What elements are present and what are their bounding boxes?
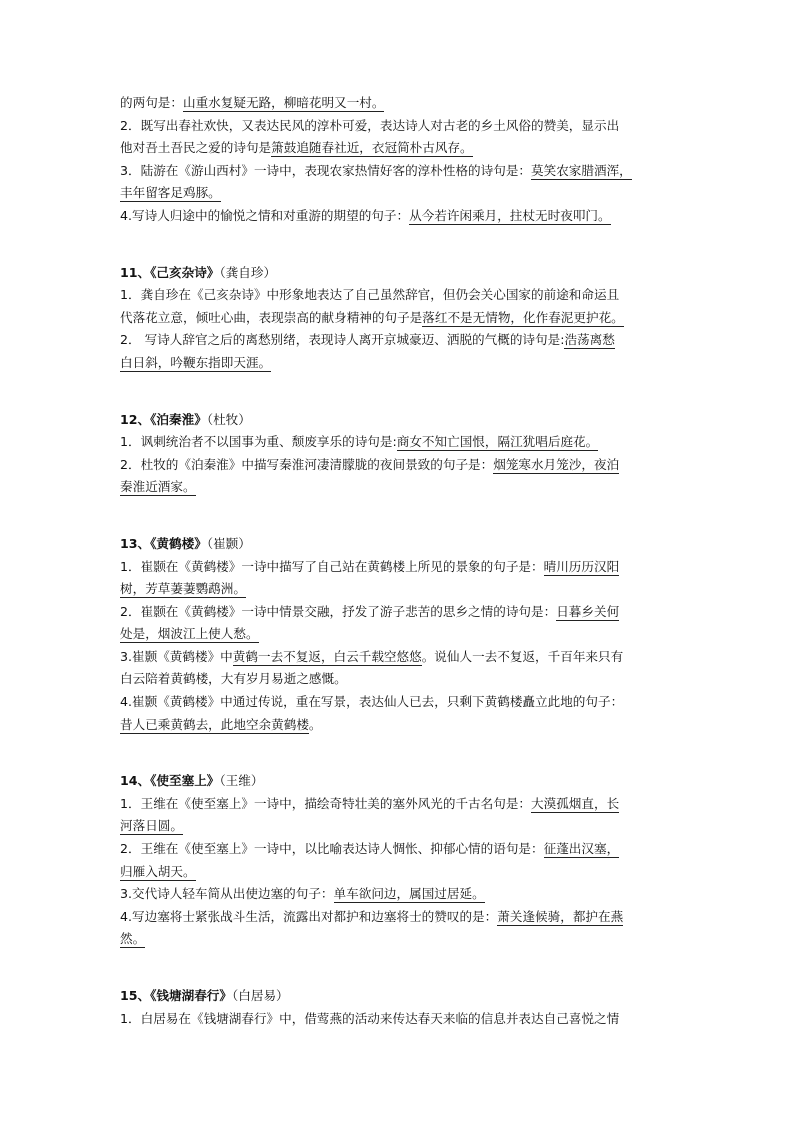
s11-line-4 <box>120 352 680 375</box>
question-text: 2．崔颢在《黄鹤楼》一诗中情景交融，抒发了游子悲苦的思乡之情的诗句是： <box>120 603 557 619</box>
answer-text: 商女不知亡国恨，隔江犹唱后庭花。 <box>396 434 599 450</box>
s13-line-5 <box>120 646 680 669</box>
intro-line-3 <box>120 137 680 160</box>
answer-text: 日暮乡关何 <box>556 603 620 619</box>
s13-line-6 <box>120 668 680 691</box>
section-heading-11 <box>120 262 680 285</box>
s14-line-6 <box>120 906 680 929</box>
answer-text: 归雁入胡天。 <box>120 863 196 879</box>
answer-text: 单车欲问边，属国过居延。 <box>333 886 485 902</box>
question-text: 4.崔颢《黄鹤楼》中通过传说，重在写景，表达仙人已去，只剩下黄鹤楼矗立此地的句子： <box>120 694 624 710</box>
poem-author: （王维） <box>219 773 264 789</box>
answer-text: 处是，烟波江上使人愁。 <box>120 626 259 642</box>
answer-text: 丰年留客足鸡豚。 <box>120 185 221 201</box>
question-text: 代落花立意，倾吐心曲，表现崇高的献身精神的句子是 <box>120 309 423 325</box>
answer-text: 征蓬出汉塞， <box>543 841 620 857</box>
s14-line-1 <box>120 793 680 816</box>
answer-text: 莫笑农家腊酒浑， <box>531 162 632 178</box>
poem-title: 15、《钱塘湖春行》 <box>120 988 232 1003</box>
answer-text: 然。 <box>120 931 146 947</box>
s13-line-4 <box>120 623 680 646</box>
answer-text: 白日斜，吟鞭东指即天涯。 <box>120 354 272 370</box>
poem-title: 12、《泊秦淮》 <box>120 411 207 427</box>
poem-author: （杜牧） <box>206 411 251 427</box>
question-text: 3.崔颢《黄鹤楼》中 <box>120 648 233 664</box>
s12-line-1 <box>120 431 680 454</box>
poem-title: 13、《黄鹤楼》 <box>120 535 207 551</box>
intro-line-6 <box>120 205 680 228</box>
answer-text: 浩荡离愁 <box>564 332 615 348</box>
answer-text: 大漠孤烟直，长 <box>531 795 620 811</box>
answer-text: 秦淮近酒家。 <box>120 479 196 495</box>
s13-line-7 <box>120 691 680 714</box>
s11-line-2 <box>120 307 680 330</box>
intro-line-1 <box>120 92 680 115</box>
section-heading-14 <box>120 770 680 793</box>
question-text: 4.写边塞将士紧张战斗生活，流露出对都护和边塞将士的赞叹的是： <box>120 908 498 924</box>
question-text: 。说仙人一去不复返，千百年来只有 <box>421 648 624 664</box>
question-text: 3．陆游在《游山西村》一诗中，表现农家热情好客的淳朴性格的诗句是： <box>120 162 532 178</box>
s14-line-3 <box>120 838 680 861</box>
question-text: 2．杜牧的《泊秦淮》中描写秦淮河凄清朦胧的夜间景致的句子是： <box>120 456 494 472</box>
answer-text: 落红不是无情物，化作春泥更护花。 <box>422 309 624 325</box>
poem-title: 14、《使至塞上》 <box>120 773 220 789</box>
question-text: 1．王维在《使至塞上》一诗中，描绘奇特壮美的塞外风光的千古名句是： <box>120 795 532 811</box>
question-text: 2． 写诗人辞官之后的离愁别绪，表现诗人离开京城豪迈、洒脱的气概的诗句是: <box>120 332 565 348</box>
s13-line-3 <box>120 601 680 624</box>
s14-line-5 <box>120 883 680 906</box>
question-text: 白云陪着黄鹤楼，大有岁月易逝之感慨。 <box>120 671 347 687</box>
answer-text: 树，芳草萋萋鹦鹉洲。 <box>120 581 246 597</box>
answer-text: 萧关逢候骑，都护在燕 <box>497 908 624 924</box>
answer-text: 烟笼寒水月笼沙，夜泊 <box>493 456 620 472</box>
question-text: 2．王维在《使至塞上》一诗中，以比喻表达诗人惆怅、抑郁心情的语句是： <box>120 841 544 857</box>
s13-line-8 <box>120 714 680 737</box>
intro-line-5 <box>120 182 680 205</box>
s15-line-1 <box>120 1008 680 1031</box>
question-text: 他对吾土吾民之爱的诗句是 <box>120 140 272 156</box>
s13-line-1 <box>120 556 680 579</box>
section-heading-12 <box>120 409 680 432</box>
question-text: 的两句是： <box>120 95 183 110</box>
question-text: 3.交代诗人轻车简从出使边塞的句子： <box>120 886 334 902</box>
document-page <box>120 92 680 1030</box>
poem-author: （龚自珍） <box>219 264 277 280</box>
section-heading-13 <box>120 533 680 556</box>
section-heading-15 <box>120 985 680 1008</box>
s14-line-7 <box>120 928 680 951</box>
s13-line-2 <box>120 578 680 601</box>
question-text: 1．白居易在《钱塘湖春行》中，借莺燕的活动来传达春天来临的信息并表达自己喜悦之情 <box>120 1010 620 1026</box>
intro-line-2 <box>120 115 680 138</box>
answer-text: 黄鹤一去不复返，白云千载空悠悠 <box>232 648 422 664</box>
answer-text: 山重水复疑无路，柳暗花明又一村。 <box>182 95 385 110</box>
question-text: 。 <box>308 716 322 732</box>
answer-text: 昔人已乘黄鹤去，此地空余黄鹤楼 <box>120 716 309 732</box>
s14-line-4 <box>120 861 680 884</box>
question-text: 2．既写出春社欢快，又表达民风的淳朴可爱，表达诗人对古老的乡土风俗的赞美，显示出 <box>120 117 620 133</box>
question-text: 1．讽刺统治者不以国事为重、颓废享乐的诗句是: <box>120 434 397 450</box>
poem-title: 11、《己亥杂诗》 <box>120 264 220 280</box>
intro-line-4 <box>120 160 680 183</box>
s12-line-2 <box>120 454 680 477</box>
answer-text: 河落日圆。 <box>120 818 183 834</box>
s11-line-3 <box>120 329 680 352</box>
s11-line-1 <box>120 284 680 307</box>
answer-text: 晴川历历汉阳 <box>543 558 620 574</box>
question-text: 4.写诗人归途中的愉悦之情和对重游的期望的句子： <box>120 207 410 223</box>
poem-author: （白居易） <box>231 988 289 1003</box>
answer-text: 箫鼓追随春社近，衣冠简朴古风存。 <box>271 140 473 156</box>
s12-line-3 <box>120 476 680 499</box>
s14-line-2 <box>120 815 680 838</box>
poem-author: （崔颢） <box>206 535 251 551</box>
answer-text: 从今若许闲乘月，拄杖无时夜叩门。 <box>409 207 611 223</box>
question-text: 1．龚自珍在《己亥杂诗》中形象地表达了自己虽然辞官，但仍会关心国家的前途和命运且 <box>120 287 620 303</box>
question-text: 1．崔颢在《黄鹤楼》一诗中描写了自己站在黄鹤楼上所见的景象的句子是： <box>120 558 544 574</box>
